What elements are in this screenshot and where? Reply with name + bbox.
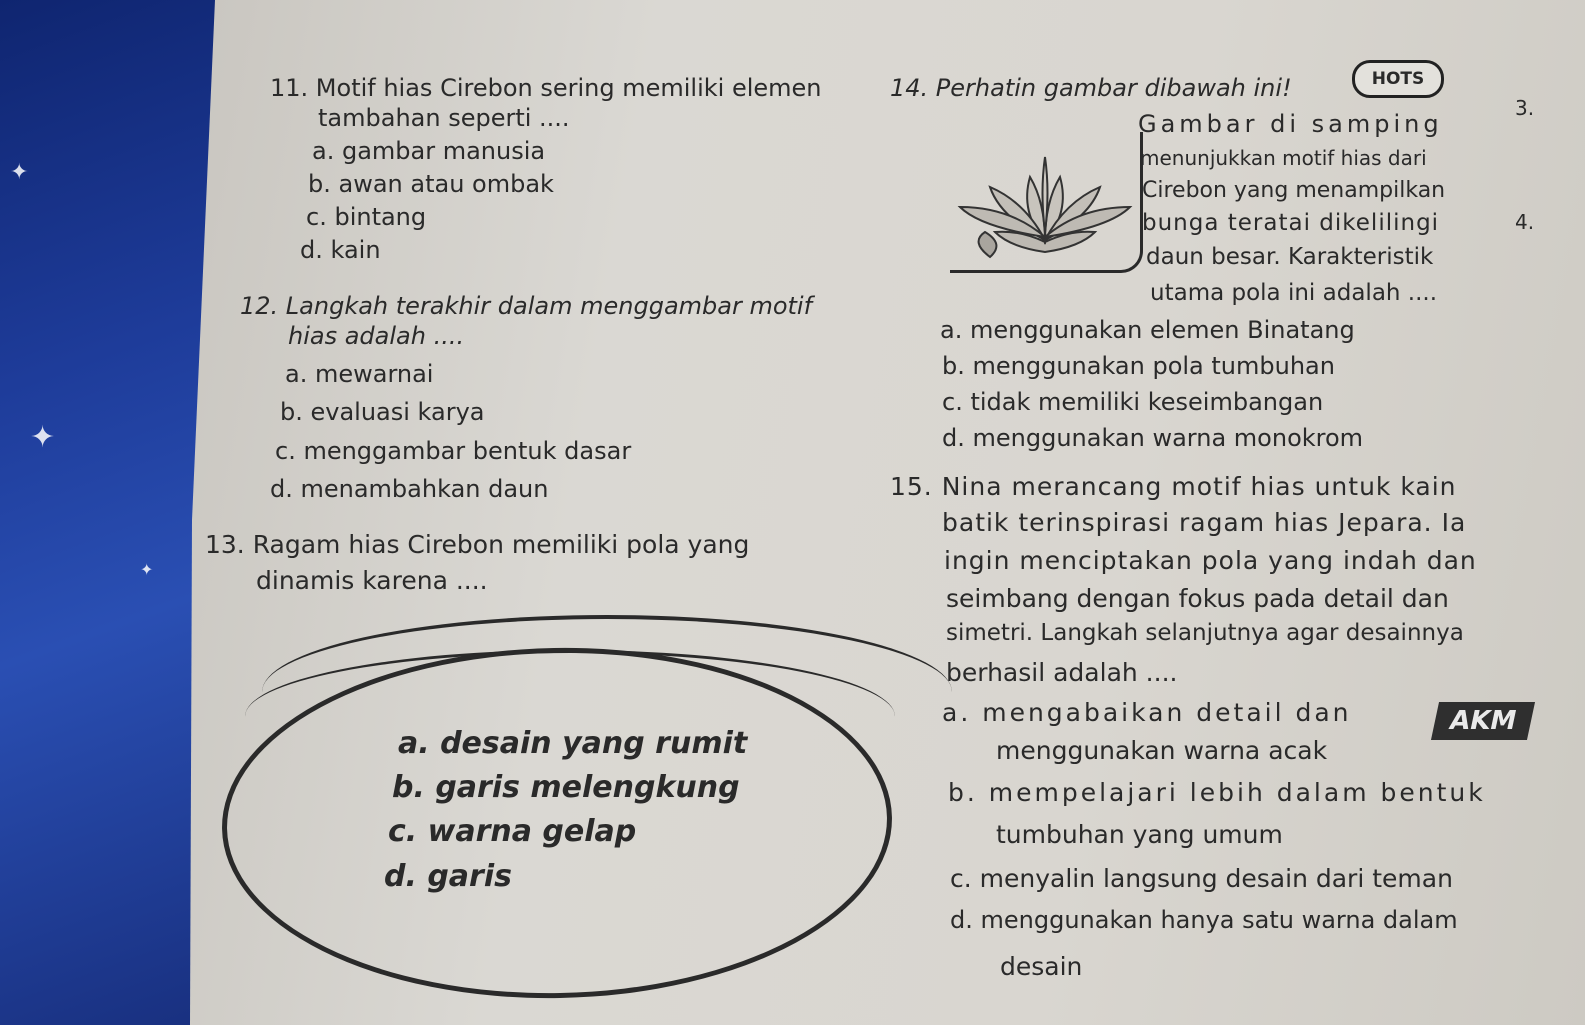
- q12-option-b: b. evaluasi karya: [280, 398, 485, 426]
- q15-stem-line1: 15. Nina merancang motif hias untuk kain: [890, 472, 1457, 501]
- star-icon: ✦: [10, 160, 29, 185]
- q15-stem-line5: simetri. Langkah selanjutnya agar desainnya: [946, 620, 1464, 646]
- q13-stem: 13. Ragam hias Cirebon memiliki pola yang: [205, 530, 750, 559]
- q15-stem-line4: seimbang dengan fokus pada detail dan: [946, 584, 1449, 613]
- q14-option-d: d. menggunakan warna monokrom: [942, 424, 1364, 452]
- q12-option-c: c. menggambar bentuk dasar: [275, 437, 632, 465]
- margin-number: 4.: [1515, 210, 1535, 234]
- q15-option-c: c. menyalin langsung desain dari teman: [950, 864, 1453, 893]
- q14-text-line5: daun besar. Karakteristik: [1146, 244, 1434, 270]
- q11-option-d: d. kain: [300, 236, 381, 264]
- q14-text-line4: bunga teratai dikelilingi: [1142, 210, 1440, 236]
- q12-stem-cont: hias adalah ....: [288, 322, 465, 350]
- lotus-flower-icon: [950, 132, 1140, 270]
- q13-option-c: c. warna gelap: [388, 814, 637, 849]
- q11-stem: 11. Motif hias Cirebon sering memiliki elemen: [270, 74, 822, 102]
- q15-option-d-cont: desain: [1000, 952, 1083, 981]
- q13-option-b: b. garis melengkung: [392, 770, 740, 805]
- q15-option-b-cont: tumbuhan yang umum: [996, 820, 1283, 849]
- q12-option-a: a. mewarnai: [285, 360, 434, 388]
- q11-option-b: b. awan atau ombak: [308, 170, 554, 198]
- akm-badge: AKM: [1431, 702, 1535, 740]
- star-icon: ✦: [140, 560, 154, 579]
- q15-option-a-cont: menggunakan warna acak: [996, 736, 1328, 765]
- q12-stem: 12. Langkah terakhir dalam menggambar motif: [240, 292, 813, 320]
- q12-option-d: d. menambahkan daun: [270, 475, 549, 503]
- lotus-figure: [950, 132, 1143, 273]
- q11-option-c: c. bintang: [306, 203, 427, 231]
- q14-option-c: c. tidak memiliki keseimbangan: [942, 388, 1324, 416]
- q11-option-a: a. gambar manusia: [312, 137, 546, 165]
- q15-option-d: d. menggunakan hanya satu warna dalam: [950, 906, 1458, 934]
- q14-text-line1: Gambar di samping: [1138, 110, 1443, 138]
- q14-text-line3: Cirebon yang menampilkan: [1142, 178, 1446, 203]
- q14-option-b: b. menggunakan pola tumbuhan: [942, 352, 1335, 380]
- hots-badge: HOTS: [1352, 60, 1444, 98]
- q11-stem-cont: tambahan seperti ....: [318, 104, 570, 132]
- q15-stem-line6: berhasil adalah ....: [946, 658, 1178, 687]
- q14-text-line2: menunjukkan motif hias dari: [1140, 146, 1427, 170]
- q15-option-a: a. mengabaikan detail dan: [942, 698, 1352, 727]
- q15-option-b: b. mempelajari lebih dalam bentuk: [948, 778, 1486, 807]
- q13-stem-cont: dinamis karena ....: [256, 566, 488, 595]
- q15-stem-line3: ingin menciptakan pola yang indah dan: [944, 546, 1477, 575]
- q14-stem: 14. Perhatin gambar dibawah ini!: [890, 74, 1292, 102]
- q13-option-a: a. desain yang rumit: [398, 726, 748, 761]
- q13-option-d: d. garis: [384, 859, 512, 894]
- margin-number: 3.: [1515, 96, 1535, 120]
- star-icon: ✦: [30, 420, 56, 455]
- q15-stem-line2: batik terinspirasi ragam hias Jepara. Ia: [942, 508, 1467, 537]
- q14-text-line6: utama pola ini adalah ....: [1150, 280, 1438, 306]
- q14-option-a: a. menggunakan elemen Binatang: [940, 316, 1355, 344]
